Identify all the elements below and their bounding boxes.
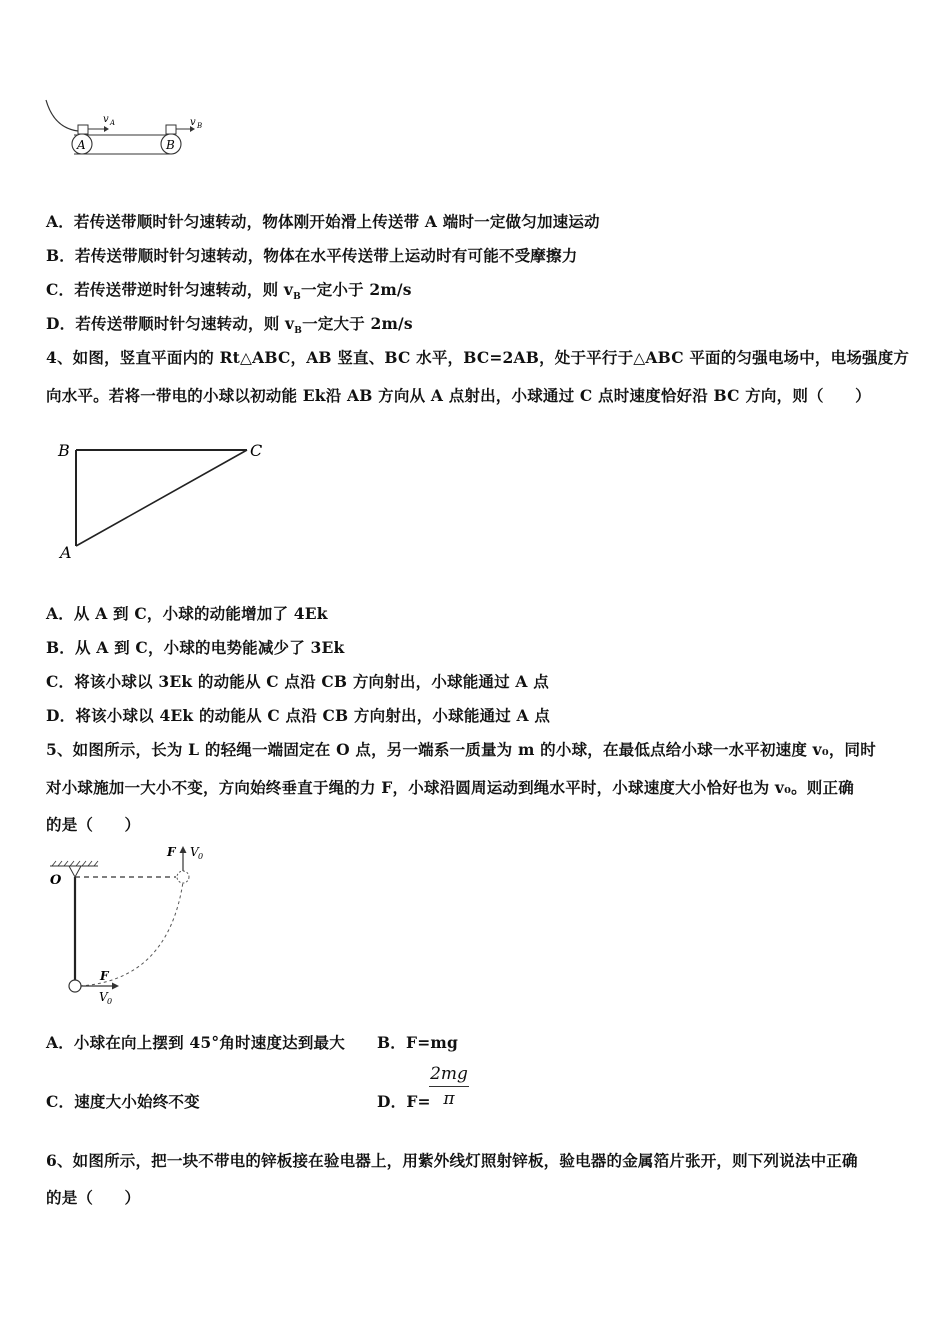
- q5-option-b: B．F=mg: [377, 1033, 459, 1052]
- q5-option-d-fraction: [429, 1064, 469, 1109]
- wheel-b-label: B: [166, 138, 175, 152]
- q4-stem-line2: 向水平。若将一带电的小球以初动能 Ek沿 AB 方向从 A 点射出，小球通过 C 点时速度恰好沿 BC 方向，则（ ）: [46, 386, 871, 405]
- triangle-abc-figure: [50, 432, 280, 572]
- q5-stem-line3: 的是（ ）: [46, 815, 141, 834]
- svg-text:0: 0: [198, 852, 204, 861]
- vertex-c-label: C: [250, 441, 263, 460]
- q5-option-a: A．小球在向上摆到 45°角时速度达到最大: [46, 1033, 345, 1052]
- q4-option-d: D．将该小球以 4Ek 的动能从 C 点沿 CB 方向射出，小球能通过 A 点: [46, 706, 551, 725]
- velocity-label-top: V: [190, 845, 199, 859]
- q5-stem-line1: 5、如图所示，长为 L 的轻绳一端固定在 O 点，另一端系一质量为 m 的小球，在最低点给小球一水平初速度 v₀，同时: [46, 740, 876, 759]
- q3-option-d: D．若传送带顺时针匀速转动，则 $v_B$一定大于 2m/s: [46, 314, 413, 337]
- force-label-top: F: [167, 845, 176, 859]
- q5-stem-line2: 对小球施加一大小不变，方向始终垂直于绳的力 F，小球沿圆周运动到绳水平时，小球速度大小恰好也为 v₀。则正确: [46, 778, 854, 797]
- label-va: v: [103, 114, 109, 125]
- conveyor-belt-figure: [40, 98, 220, 160]
- q3-option-c: C．若传送带逆时针匀速转动，则 $v_B$一定小于 2m/s: [46, 280, 412, 303]
- wheel-a-label: A: [77, 138, 86, 152]
- q4-option-c: C．将该小球以 3Ek 的动能从 C 点沿 CB 方向射出，小球能通过 A 点: [46, 672, 549, 691]
- pivot-o-label: O: [50, 873, 62, 888]
- velocity-label-bottom: V: [99, 990, 108, 1004]
- pendulum-figure: [42, 840, 222, 1010]
- q4-option-b: B．从 A 到 C，小球的电势能减少了 3Ek: [46, 638, 345, 657]
- fraction-denominator: π: [443, 1089, 455, 1109]
- q4-option-a: A．从 A 到 C，小球的动能增加了 4Ek: [46, 604, 328, 623]
- vertex-a-label: A: [60, 543, 72, 562]
- q3-option-b: B．若传送带顺时针匀速转动，物体在水平传送带上运动时有可能不受摩擦力: [46, 246, 578, 265]
- label-vb: v: [190, 117, 196, 128]
- fraction-numerator: 2mg: [429, 1064, 469, 1087]
- q5-option-d: D．F=: [377, 1092, 431, 1111]
- q6-stem-line1: 6、如图所示，把一块不带电的锌板接在验电器上，用紫外线灯照射锌板，验电器的金属箔片张开，则下列说法中正确: [46, 1151, 858, 1170]
- q3-option-a: A．若传送带顺时针匀速转动，物体刚开始滑上传送带 A 端时一定做匀加速运动: [46, 212, 600, 231]
- force-label-bottom: F: [100, 969, 109, 983]
- q5-option-c: C．速度大小始终不变: [46, 1092, 200, 1111]
- q6-stem-line2: 的是（ ）: [46, 1188, 141, 1207]
- svg-text:B: B: [197, 122, 203, 130]
- q4-stem-line1: 4、如图，竖直平面内的 Rt△ABC，AB 竖直、BC 水平，BC=2AB，处于平行于△ABC 平面的匀强电场中，电场强度方: [46, 348, 910, 367]
- svg-text:A: A: [110, 119, 116, 127]
- vertex-b-label: B: [58, 441, 70, 460]
- svg-text:0: 0: [107, 997, 113, 1006]
